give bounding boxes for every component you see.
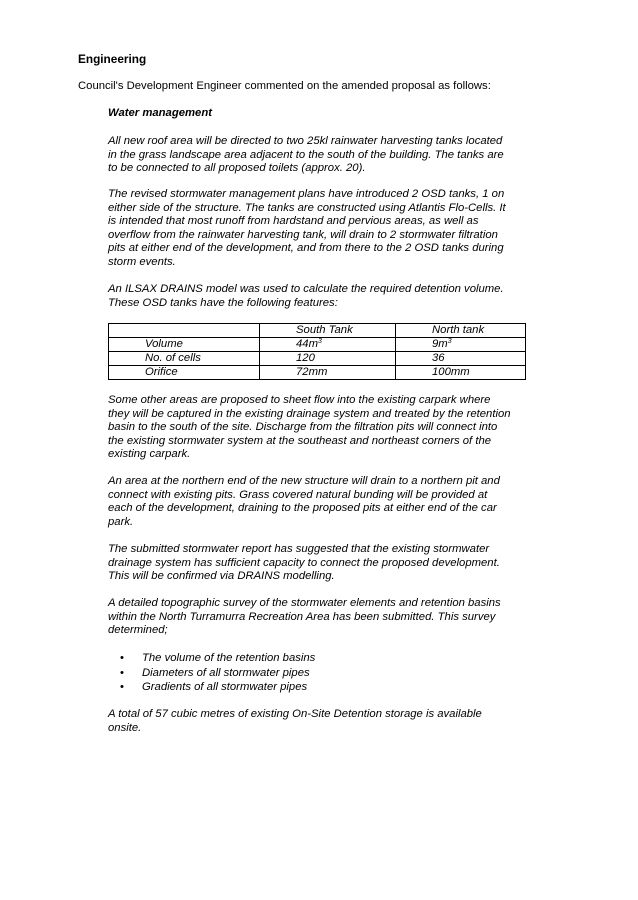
table-cell bbox=[396, 338, 526, 352]
text-line: they will be captured in the existing drainage system and treated by the retention bbox=[108, 407, 511, 420]
survey-findings-list bbox=[108, 652, 315, 696]
text-line: A total of 57 cubic metres of existing On-Site Detention storage is available bbox=[108, 708, 482, 720]
paragraph-existing-storage bbox=[108, 708, 538, 735]
text-line: A detailed topographic survey of the stormwater elements and retention basins bbox=[108, 597, 501, 609]
superscript: 3 bbox=[317, 338, 322, 345]
text-line: pits at either end of the development, and from there to the 2 OSD tanks during bbox=[108, 242, 504, 255]
text-line: These OSD tanks have the following features: bbox=[108, 296, 338, 309]
table-cell: 36 bbox=[396, 352, 526, 366]
bullet-icon: • bbox=[120, 652, 124, 664]
text-line: basin to the south of the site. Discharge from the filtration pits will connect into bbox=[108, 421, 498, 434]
table-header-cell: North tank bbox=[396, 324, 526, 338]
text-line: drainage system has sufficient capacity to connect the proposed development. bbox=[108, 556, 500, 569]
text-line: connect with existing pits. Grass covered natural bunding will be provided at bbox=[108, 488, 488, 501]
text-line: An area at the northern end of the new structure will drain to a northern pit and bbox=[108, 475, 500, 487]
text-line: This will be confirmed via DRAINS modelling. bbox=[108, 570, 335, 583]
text-line: either side of the structure. The tanks are constructed using Atlantis Flo-Cells. It bbox=[108, 201, 506, 214]
intro-text: Council's Development Engineer commented on the amended proposal as follows: bbox=[78, 80, 491, 92]
list-item-text: The volume of the retention basins bbox=[142, 652, 316, 664]
osd-tank-features-table bbox=[108, 323, 526, 380]
text-line: to be connected to all proposed toilets (approx. 20). bbox=[108, 162, 366, 175]
text-line: The revised stormwater management plans have introduced 2 OSD tanks, 1 on bbox=[108, 188, 505, 200]
paragraph-roof-area bbox=[108, 135, 538, 176]
text-line: is intended that most runoff from hardstand and pervious areas, as well as bbox=[108, 215, 479, 228]
paragraph-topographic-survey bbox=[108, 597, 538, 638]
text-line: storm events. bbox=[108, 255, 176, 268]
text-line: determined; bbox=[108, 624, 168, 637]
table-header-row bbox=[109, 324, 526, 338]
text-line: within the North Turramurra Recreation Area has been submitted. This survey bbox=[108, 610, 496, 623]
text-line: existing carpark. bbox=[108, 448, 191, 461]
table-row-label: Volume bbox=[109, 338, 260, 352]
table-cell: 120 bbox=[260, 352, 396, 366]
subsection-heading: Water management bbox=[108, 107, 213, 119]
cell-value: 44m bbox=[296, 338, 318, 350]
paragraph-sheet-flow bbox=[108, 394, 538, 462]
paragraph-northern-area bbox=[108, 475, 538, 529]
table-cell bbox=[260, 338, 396, 352]
section-heading: Engineering bbox=[78, 52, 147, 66]
list-item bbox=[108, 681, 315, 696]
list-item-text: Diameters of all stormwater pipes bbox=[142, 666, 310, 679]
text-line: each of the development, draining to the proposed pits at either end of the car bbox=[108, 502, 497, 515]
table-row-label: Orifice bbox=[109, 366, 260, 380]
paragraph-stormwater-report bbox=[108, 543, 538, 584]
list-item bbox=[108, 667, 315, 682]
text-line: overflow from the rainwater harvesting tank, will drain to 2 stormwater filtration bbox=[108, 228, 498, 241]
bullet-icon: • bbox=[120, 681, 124, 693]
table-header-cell bbox=[109, 324, 260, 338]
text-line: the existing stormwater system at the southeast and northeast corners of the bbox=[108, 434, 492, 447]
table-header-cell: South Tank bbox=[260, 324, 396, 338]
bullet-icon: • bbox=[120, 666, 124, 679]
table-row bbox=[109, 366, 526, 380]
text-line: in the grass landscape area adjacent to the south of the building. The tanks are bbox=[108, 148, 504, 161]
table-cell: 72mm bbox=[260, 366, 396, 380]
text-line: Some other areas are proposed to sheet flow into the existing carpark where bbox=[108, 394, 491, 406]
text-line: onsite. bbox=[108, 721, 142, 734]
list-item bbox=[108, 652, 315, 667]
table-row bbox=[109, 338, 526, 352]
paragraph-drains-model bbox=[108, 283, 538, 310]
list-item-text: Gradients of all stormwater pipes bbox=[142, 681, 308, 693]
paragraph-osd-tanks bbox=[108, 188, 538, 270]
table-cell: 100mm bbox=[396, 366, 526, 380]
text-line: All new roof area will be directed to two 25kl rainwater harvesting tanks located bbox=[108, 135, 503, 147]
table-row-label: No. of cells bbox=[109, 352, 260, 366]
text-line: An ILSAX DRAINS model was used to calculate the required detention volume. bbox=[108, 283, 504, 295]
table-row bbox=[109, 352, 526, 366]
text-line: The submitted stormwater report has suggested that the existing stormwater bbox=[108, 543, 490, 555]
text-line: park. bbox=[108, 515, 134, 528]
cell-value: 9m bbox=[432, 338, 448, 350]
superscript: 3 bbox=[447, 338, 452, 345]
